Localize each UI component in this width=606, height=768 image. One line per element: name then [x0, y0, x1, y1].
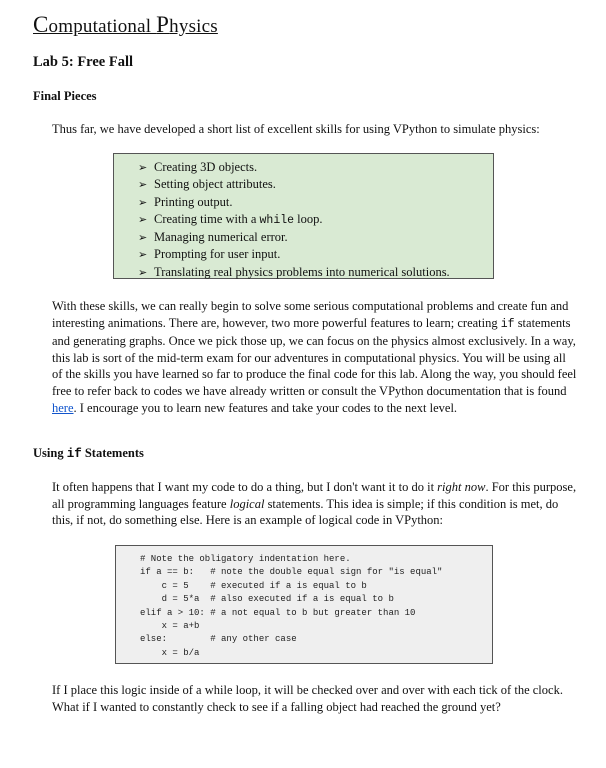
intro-paragraph: Thus far, we have developed a short list of excellent skills for using VPython to simulate physics: — [52, 122, 540, 136]
code-line: # Note the obligatory indentation here. — [140, 554, 351, 564]
code-line: d = 5*a # also executed if a is equal to b — [140, 594, 394, 605]
list-item: ➢ Managing numerical error. — [138, 229, 493, 246]
list-item: ➢ Printing output. — [138, 194, 493, 211]
code-line: else: # any other case — [140, 634, 297, 645]
arrow-bullet-icon: ➢ — [138, 195, 148, 209]
vpython-docs-link[interactable]: here — [52, 400, 74, 415]
list-item: ➢ Translating real physics problems into numerical solutions. — [138, 264, 493, 281]
list-item: ➢ Creating time with a while loop. — [138, 211, 323, 227]
code-line: elif a > 10: # a not equal to b but greater than 10 — [140, 607, 416, 618]
skills-list — [113, 153, 494, 279]
arrow-bullet-icon: ➢ — [138, 178, 148, 192]
arrow-bullet-icon: ➢ — [138, 265, 148, 279]
skills-paragraph: With these skills, we can really begin to solve some serious computational problems and create fun and interesting animations. There are, however, two more powerful features to learn; creating if statements and generating graphs. Once we pick those up, we can focus on the physics almost exclusively. In a way, this lab is sort of the mid-term exam for our adventures in computational physics. You will be using all of the skills you have learned so far to produce the final code for this lab. Along the way, you should feel free to refer back to codes we have already written or consult the VPython documentation that is found here. I encourage you to learn new features and take your codes to the next level. — [52, 299, 577, 415]
arrow-bullet-icon: ➢ — [138, 161, 148, 174]
arrow-bullet-icon: ➢ — [138, 212, 148, 226]
logic-paragraph: It often happens that I want my code to do a thing, but I don't want it to do it right now. For this purpose, all programming languages feature logical statements. This idea is simple; if this condition is met, do this, if not, do something else. Here is an example of logical code in VPython: — [52, 480, 577, 528]
list-item: ➢ Creating 3D objects. — [138, 159, 493, 176]
code-example-block — [115, 545, 493, 664]
arrow-bullet-icon: ➢ — [138, 231, 148, 245]
closing-paragraph: If I place this logic inside of a while loop, it will be checked over and over with each tick of the clock. What if I wanted to constantly check to see if a falling object had reached the ground yet? — [52, 683, 563, 714]
list-item: ➢ Prompting for user input. — [138, 246, 493, 263]
code-line: c = 5 # executed if a is equal to b — [140, 580, 367, 591]
list-item: ➢ Setting object attributes. — [138, 176, 493, 193]
section-heading-final-pieces: Final Pieces — [33, 89, 97, 103]
code-line: if a == b: # note the double equal sign for "is equal" — [140, 567, 443, 578]
lab-heading: Lab 5: Free Fall — [33, 54, 134, 70]
document-title: Computational Physics — [33, 12, 218, 37]
section-heading-if-statements: Using if Statements — [33, 446, 144, 461]
code-line: x = b/a — [140, 647, 200, 658]
code-line: x = a+b — [140, 621, 200, 632]
arrow-bullet-icon: ➢ — [138, 248, 148, 262]
